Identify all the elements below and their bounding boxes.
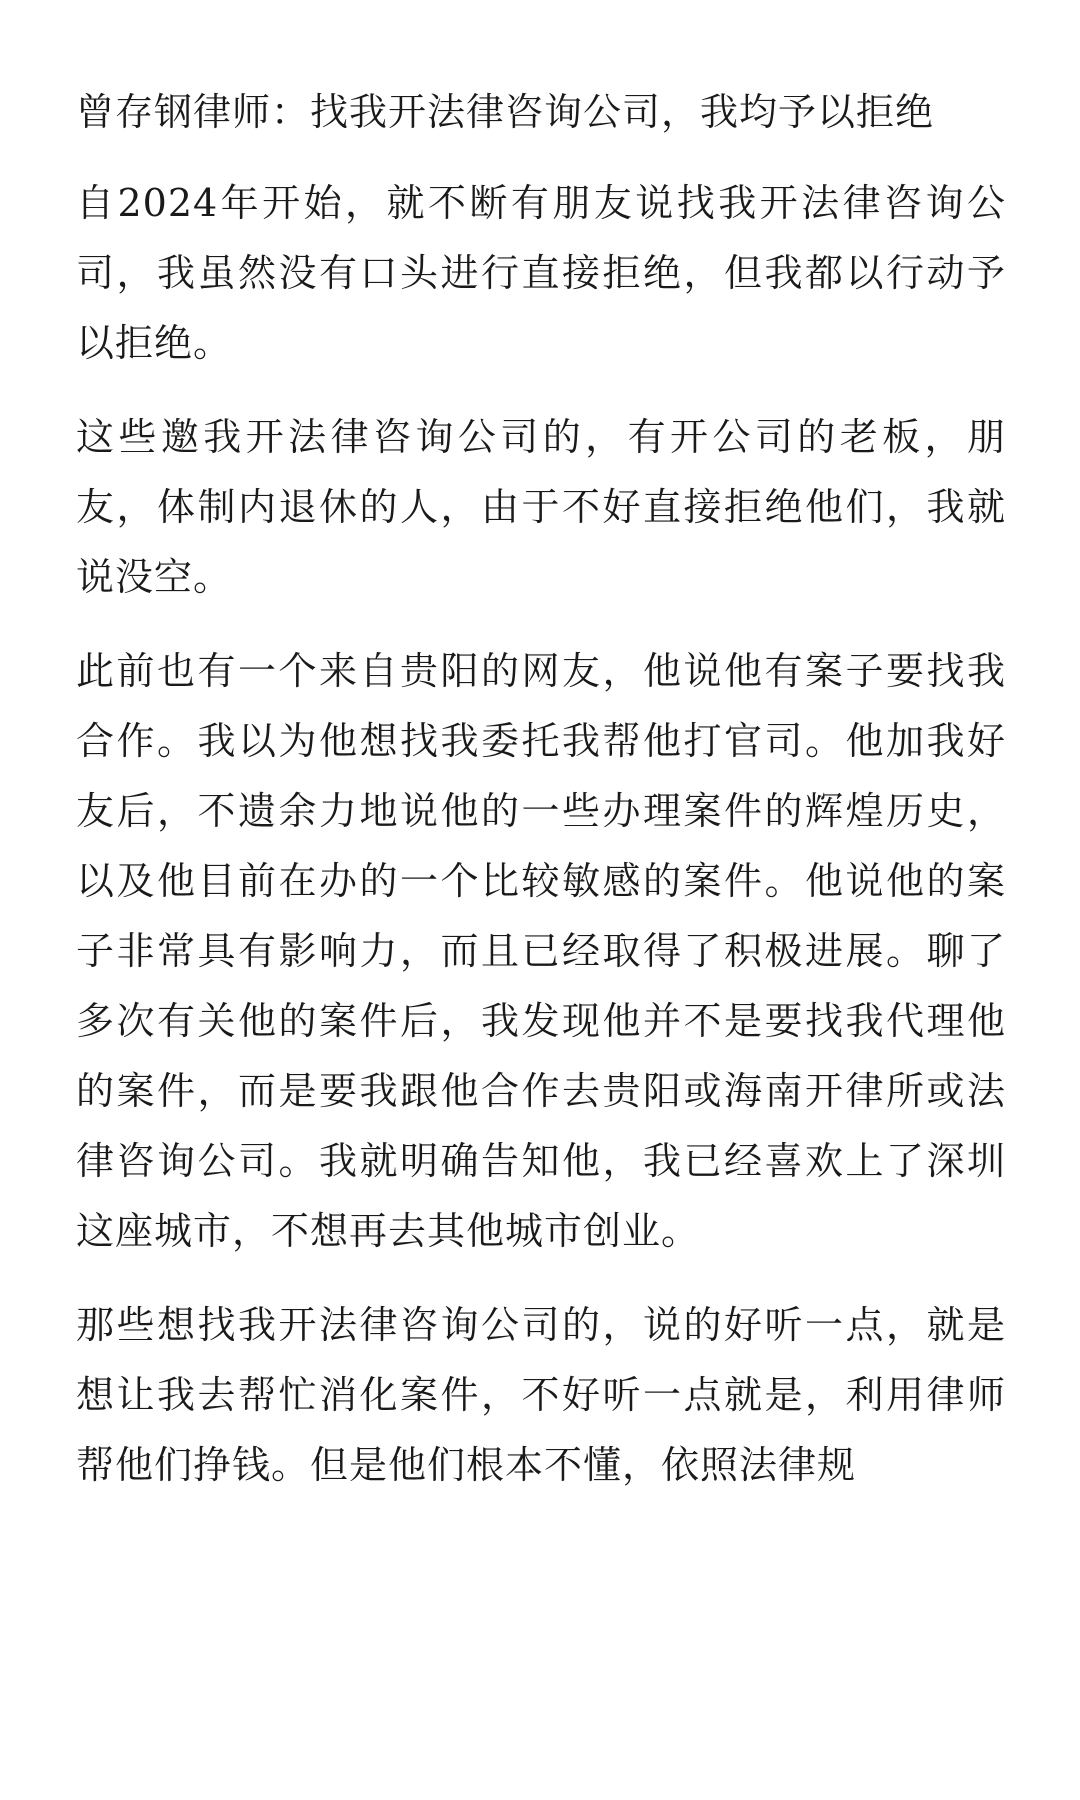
article-body <box>76 78 1006 1524</box>
paragraph-3: 此前也有一个来自贵阳的网友，他说他有案子要找我合作。我以为他想找我委托我帮他打官司。他加我好友后，不遗余力地说他的一些办理案件的辉煌历史，以及他目前在办的一个比较敏感的案件。他说他的案子非常具有影响力，而且已经取得了积极进展。聊了多次有关他的案件后，我发现他并不是要找我代理他的案件，而是要我跟他合作去贵阳或海南开律所或法律咨询公司。我就明确告知他，我已经喜欢上了深圳这座城市，不想再去其他城市创业。 <box>76 649 1006 1253</box>
paragraph-4: 那些想找我开法律咨询公司的，说的好听一点，就是想让我去帮忙消化案件，不好听一点就是，利用律师帮他们挣钱。但是他们根本不懂，依照法律规 <box>76 1303 1006 1487</box>
paragraph-2: 这些邀我开法律咨询公司的，有开公司的老板，朋友，体制内退休的人，由于不好直接拒绝他们，我就说没空。 <box>76 415 1006 599</box>
paragraph-1: 自2024年开始，就不断有朋友说找我开法律咨询公司，我虽然没有口头进行直接拒绝，但我都以行动予以拒绝。 <box>76 181 1006 365</box>
article-title: 曾存钢律师：找我开法律咨询公司，我均予以拒绝 <box>76 90 935 134</box>
